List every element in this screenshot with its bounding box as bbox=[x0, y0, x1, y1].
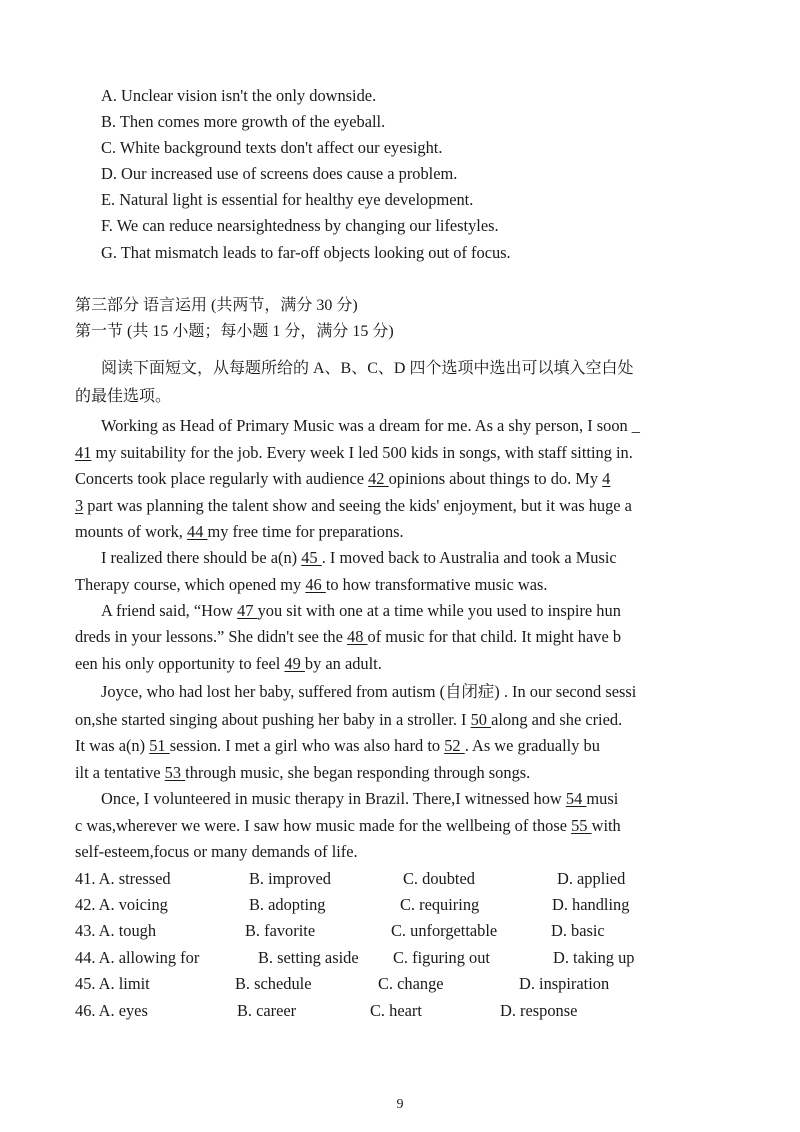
page-number: 9 bbox=[396, 1097, 404, 1112]
blank-45: 45 bbox=[301, 548, 322, 567]
choice-b: B. career bbox=[237, 1001, 297, 1020]
choice-c: C. figuring out bbox=[393, 948, 490, 967]
passage-line: mounts of work, 44 my free time for preparations. bbox=[75, 522, 404, 541]
choice-b: B. favorite bbox=[245, 921, 316, 940]
passage-line: dreds in your lessons.” She didn't see the 48 of music for that child. It might have b bbox=[75, 627, 622, 646]
choice-c: C. doubted bbox=[403, 869, 475, 888]
choice-d: D. taking up bbox=[553, 948, 635, 967]
passage-line: ilt a tentative 53 through music, she began responding through songs. bbox=[75, 763, 531, 782]
passage-line: Once, I volunteered in music therapy in Brazil. There,I witnessed how 54 musi bbox=[101, 789, 619, 808]
blank-43: 4 bbox=[602, 469, 611, 488]
choice-a: 43. A. tough bbox=[75, 921, 157, 940]
choice-a: 44. A. allowing for bbox=[75, 948, 200, 967]
choice-b: B. setting aside bbox=[258, 948, 359, 967]
blank-44: 44 bbox=[187, 522, 208, 541]
passage-line: Concerts took place regularly with audience 42 opinions about things to do. My 4 bbox=[75, 469, 611, 488]
blank-42: 42 bbox=[368, 469, 389, 488]
option-b: B. Then comes more growth of the eyeball. bbox=[101, 112, 386, 131]
passage-line: on,she started singing about pushing her baby in a stroller. I 50 along and she cried. bbox=[75, 710, 623, 729]
option-c: C. White background texts don't affect our eyesight. bbox=[101, 138, 443, 157]
choice-c: C. heart bbox=[370, 1001, 422, 1020]
choice-d: D. response bbox=[500, 1001, 578, 1020]
blank-46: 46 bbox=[305, 575, 326, 594]
passage-line: Therapy course, which opened my 46 to how transformative music was. bbox=[75, 575, 548, 594]
passage-line: 41 my suitability for the job. Every week I led 500 kids in songs, with staff sitting in. bbox=[75, 443, 633, 462]
passage-line: 3 part was planning the talent show and seeing the kids' enjoyment, but it was huge a bbox=[75, 496, 632, 515]
blank-54: 54 bbox=[565, 789, 587, 808]
instruction-line-1: 阅读下面短文，从每题所给的 A、B、C、D 四个选项中选出可以填入空白处 bbox=[101, 360, 634, 377]
blank-48: 48 bbox=[347, 627, 368, 646]
choice-a: 46. A. eyes bbox=[75, 1001, 148, 1020]
passage-line: self-esteem,focus or many demands of life. bbox=[75, 842, 358, 861]
option-a: A. Unclear vision isn't the only downside. bbox=[101, 86, 377, 105]
choice-b: B. adopting bbox=[249, 895, 326, 914]
option-f: F. We can reduce nearsightedness by changing our lifestyles. bbox=[101, 216, 499, 235]
passage-line: Joyce, who had lost her baby, suffered from autism (自闭症) . In our second sessi bbox=[101, 682, 637, 701]
blank-47: 47 bbox=[237, 601, 258, 620]
choice-c: C. unforgettable bbox=[391, 921, 498, 940]
sub-title: 第一节 (共 15 小题；每小题 1 分，满分 15 分) bbox=[75, 323, 394, 340]
choice-b: B. schedule bbox=[235, 974, 312, 993]
blank-49: 49 bbox=[284, 654, 305, 673]
blank-53: 53 bbox=[164, 763, 186, 782]
part-title: 第三部分 语言运用 (共两节，满分 30 分) bbox=[75, 297, 358, 314]
passage-line: Working as Head of Primary Music was a dream for me. As a shy person, I soon _ bbox=[101, 416, 641, 435]
choice-a: 42. A. voicing bbox=[75, 895, 168, 914]
instruction-line-2: 的最佳选项。 bbox=[75, 388, 172, 405]
passage-line: c was,wherever we were. I saw how music made for the wellbeing of those 55 with bbox=[75, 816, 621, 835]
choice-c: C. change bbox=[378, 974, 444, 993]
choice-d: D. applied bbox=[557, 869, 626, 888]
passage-line: een his only opportunity to feel 49 by an adult. bbox=[75, 654, 382, 673]
blank-52: 52 bbox=[444, 736, 465, 755]
option-d: D. Our increased use of screens does cause a problem. bbox=[101, 164, 458, 183]
blank-50: 50 bbox=[470, 710, 492, 729]
option-g: G. That mismatch leads to far-off objects looking out of focus. bbox=[101, 243, 511, 262]
choice-a: 41. A. stressed bbox=[75, 869, 171, 888]
passage-line: A friend said, “How 47 you sit with one at a time while you used to inspire hun bbox=[101, 601, 621, 620]
choice-d: D. handling bbox=[552, 895, 630, 914]
option-e: E. Natural light is essential for healthy eye development. bbox=[101, 190, 474, 209]
blank-55: 55 bbox=[571, 816, 592, 835]
choice-d: D. basic bbox=[551, 921, 605, 940]
passage-line: It was a(n) 51 session. I met a girl who was also hard to 52 . As we gradually bu bbox=[75, 736, 600, 755]
choice-b: B. improved bbox=[249, 869, 331, 888]
choice-a: 45. A. limit bbox=[75, 974, 150, 993]
choice-c: C. requiring bbox=[400, 895, 480, 914]
passage-line: I realized there should be a(n) 45 . I moved back to Australia and took a Music bbox=[101, 548, 617, 567]
choice-d: D. inspiration bbox=[519, 974, 610, 993]
blank-41: 41 bbox=[75, 443, 92, 462]
blank-51: 51 bbox=[149, 736, 170, 755]
